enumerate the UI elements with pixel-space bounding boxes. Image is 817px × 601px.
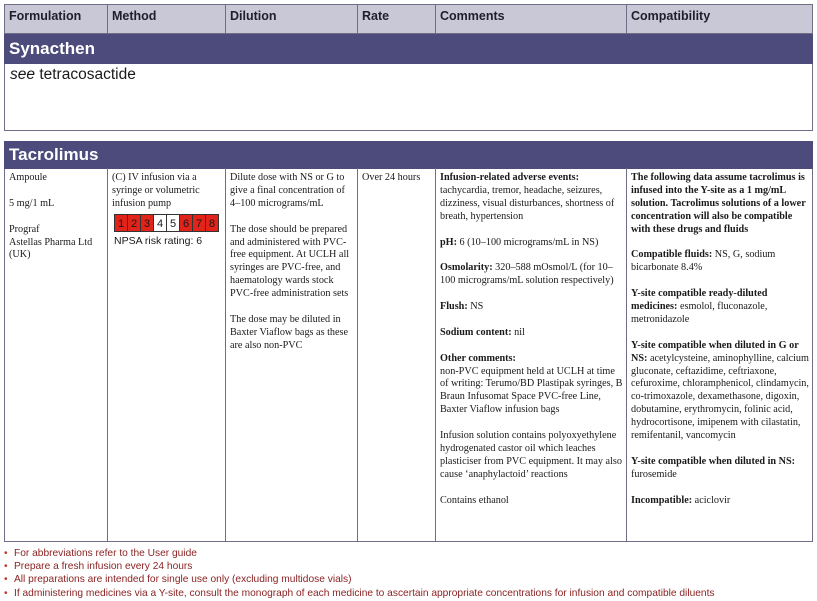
ph-label: pH: [440,236,457,248]
column-divider [357,168,358,541]
ready-text: esmolol, fluconazole, metronidazole [631,301,768,325]
dilution-pvc-free: The dose should be prepared and administered with PVC-free equipment. At UCLH all syringes are PVC-free, and haematology wards stock PVC-free administration sets [230,223,350,300]
incompat-text: aciclovir [694,494,731,506]
risk-box-5: 5 [166,214,180,232]
fluids-label: Compatible fluids: [631,249,713,261]
see-reference [10,66,136,84]
comment-osmolarity [440,262,623,288]
gns-label: Y-site compatible when diluted in G or NS: [631,339,799,364]
formulation-cell [4,172,107,262]
formulation-ampoule: Ampoule [9,172,47,183]
sodium-text: nil [514,326,525,338]
ns-text: furosemide [631,468,677,480]
note-item: • Prepare a fresh infusion every 24 hours [4,560,715,573]
header-comments: Comments [436,5,627,33]
dilution-viaflow: The dose may be diluted in Baxter Viaflow bags as these are also non-PVC [230,313,349,351]
note-item: • If administering medicines via a Y-site, consult the monograph of each medicine to ascertain appropriate concentrations for infusion and compatible diluents [4,587,715,600]
ready-label: Y-site compatible ready-diluted medicines: [631,288,768,313]
section-title-tacrolimus: Tacrolimus [4,141,813,169]
gns-text: acetylcysteine, aminophylline, calcium gluconate, ceftazidime, ceftriaxone, cefuroxime, chloramphenicol, clindamycin, co-trimoxazole, dexamethasone, digoxin, dobutamine, erythromycin, folinic acid, hydrocortisone, imipenem with cilastatin, remifentanil, vancomycin [631,352,809,442]
comment-adverse-events [440,172,623,224]
other-text: non-PVC equipment held at UCLH at time of writing: Terumo/BD Plastipak syringes, B Braun Infusomat Space PVC-free Line, Baxter Viaflow infusion bags [440,365,623,416]
compatibility-cell [626,172,813,520]
comment-sodium [440,327,623,340]
footer-notes [4,547,715,600]
rate-text: Over 24 hours [362,172,421,183]
osmolarity-text: 320–588 mOsmol/L (for 10–100 micrograms/mL solution respectively) [440,262,614,287]
ns-label: Y-site compatible when diluted in NS: [631,455,796,467]
ph-text: 6 (10–100 micrograms/mL in NS) [459,236,599,248]
comments-cell [435,172,626,520]
rate-cell [357,172,435,198]
risk-box-8: 8 [205,214,219,232]
header-method: Method [108,5,226,33]
comment-solution: Infusion solution contains polyoxyethylene hydrogenated castor oil which leaches plasticiser from PVC equipment. It may also cause ‘anaphylactoid’ reactions [440,430,622,480]
incompat-label: Incompatible: [631,494,693,506]
risk-box-7: 7 [192,214,206,232]
header-formulation: Formulation [5,5,108,33]
dilution-cell [225,172,357,366]
compat-ns [631,456,810,482]
compat-intro: The following data assume tacrolimus is infused into the Y-site as a 1 mg/mL solution. Tacrolimus solutions of a lower concentration will also be compatible with these drugs and fluids [631,172,806,235]
compat-g-or-ns [631,340,810,443]
flush-label: Flush: [440,301,468,313]
method-text: (C) IV infusion via a syringe or volumetric infusion pump [112,172,200,209]
adverse-label: Infusion-related adverse events: [440,172,580,183]
osmolarity-label: Osmolarity: [440,262,493,274]
other-label: Other comments: [440,352,516,364]
note-item: • All preparations are intended for single use only (excluding multidose vials) [4,573,715,586]
comment-ethanol: Contains ethanol [440,494,509,506]
sodium-label: Sodium content: [440,326,512,338]
npsa-risk-rating: NPSA risk rating: 6 [114,234,203,247]
comment-other [440,353,623,418]
flush-text: NS [470,301,484,313]
section-title-synacthen: Synacthen [4,34,813,64]
risk-box-4: 4 [153,214,167,232]
dilution-concentration: Dilute dose with NS or G to give a final concentration of 4–100 micrograms/mL [230,172,345,209]
header-dilution: Dilution [226,5,358,33]
fluids-text: NS, G, sodium bicarbonate 8.4% [631,249,776,274]
compat-incompatible [631,495,810,508]
header-compatibility: Compatibility [631,9,711,23]
note-item: • For abbreviations refer to the User guide [4,547,715,560]
risk-box-1: 1 [114,214,128,232]
formulation-country: (UK) [9,249,31,261]
risk-box-2: 2 [127,214,141,232]
formulation-manufacturer: Astellas Pharma Ltd [9,236,93,248]
comment-ph [440,237,623,250]
npsa-risk-scale [114,214,222,232]
method-cell [107,172,225,248]
see-word: see [10,66,35,83]
comment-flush [440,301,623,314]
formulation-strength: 5 mg/1 mL [9,197,55,209]
see-target: tetracosactide [39,66,136,83]
compat-fluids [631,249,810,275]
risk-box-6: 6 [179,214,193,232]
header-rate: Rate [358,5,436,33]
compat-ready-diluted [631,288,810,327]
formulation-brand: Prograf [9,223,40,235]
adverse-text: tachycardia, tremor, headache, seizures, dizziness, visual disturbances, shortness of breath, hypertension [440,184,615,222]
risk-box-3: 3 [140,214,154,232]
table-header [4,4,813,34]
